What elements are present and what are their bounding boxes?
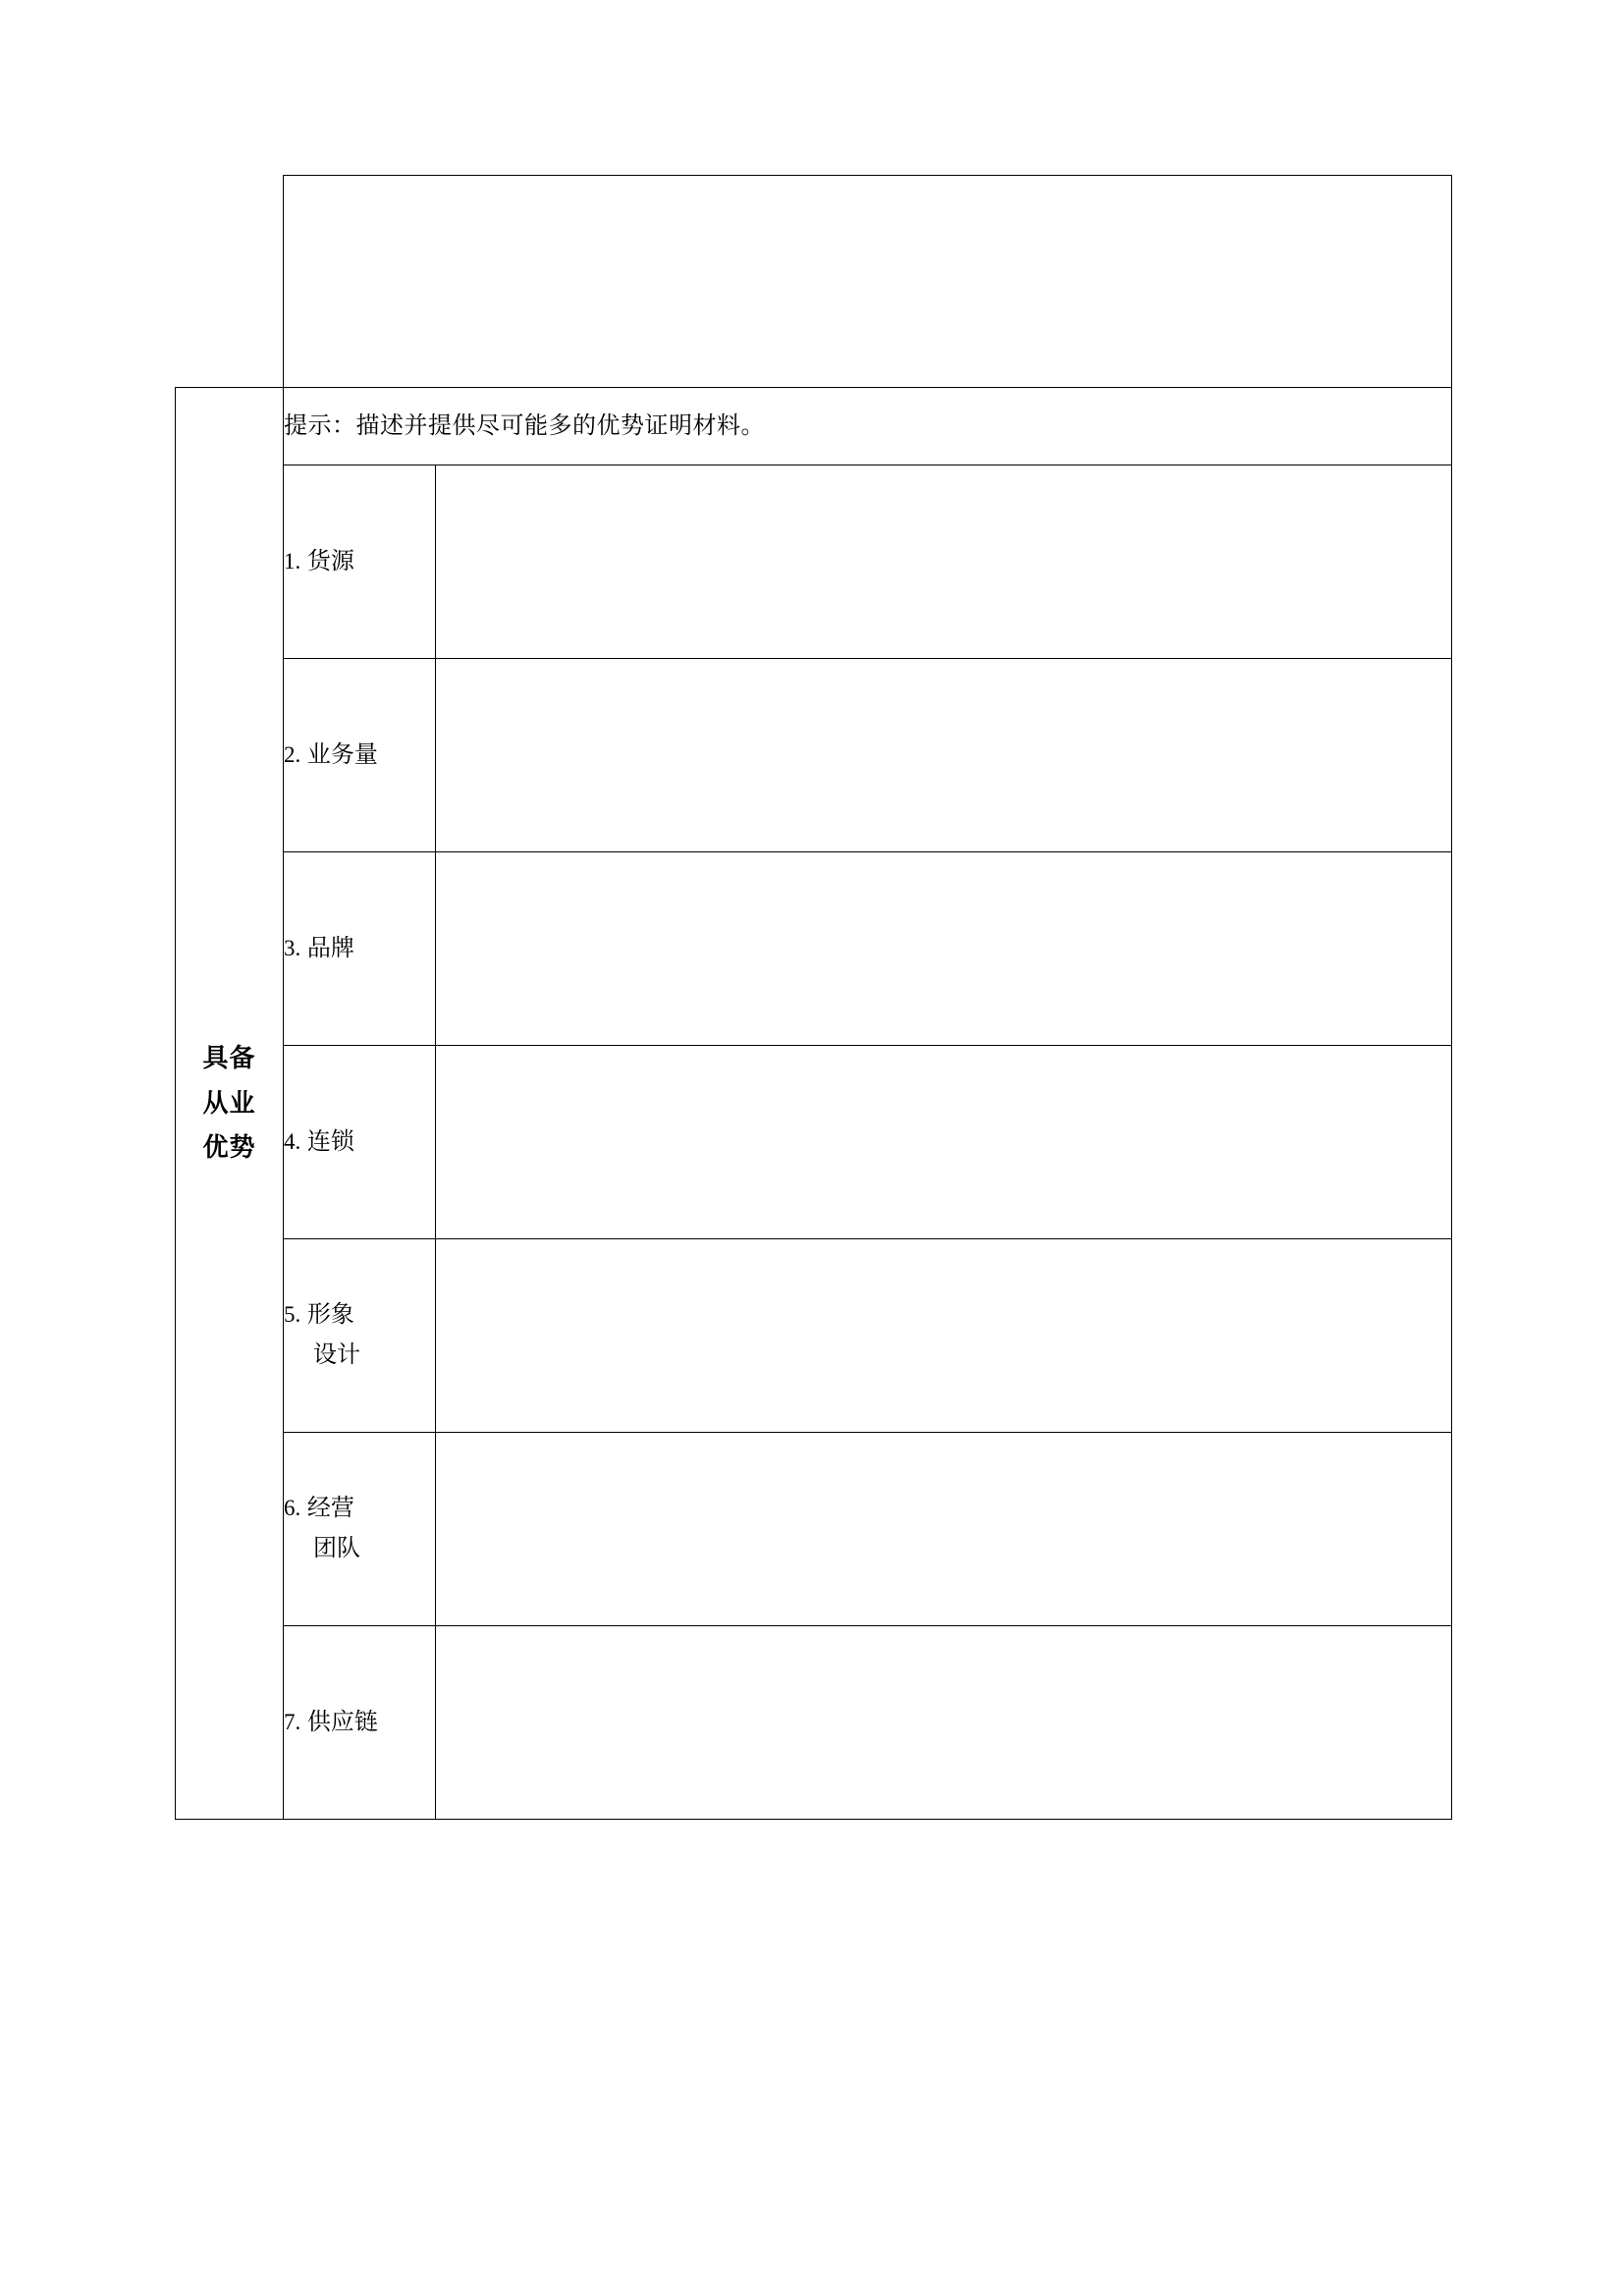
hint-cell [284,388,1452,465]
answer-text-7[interactable] [436,1713,1451,1733]
table-row [176,852,1452,1046]
item-number-3: 3. [284,935,301,960]
table-row [176,1239,1452,1433]
item-text-6-line2: 团队 [313,1535,360,1561]
item-text-1: 货源 [306,547,354,574]
item-number-1: 1. [284,548,301,574]
category-label-cell [176,388,284,1820]
item-number-7: 7. [284,1709,301,1734]
item-label-2 [284,659,436,852]
item-label-1 [284,465,436,659]
answer-text-5[interactable] [436,1326,1451,1346]
answer-cell-3[interactable] [436,852,1452,1046]
item-text-4: 连锁 [306,1127,354,1155]
item-text-6: 经营 [306,1495,354,1522]
item-label-5 [284,1239,436,1433]
answer-cell-2[interactable] [436,659,1452,852]
category-line-3: 优势 [202,1132,256,1163]
item-label-7 [284,1626,436,1820]
answer-text-2[interactable] [436,745,1451,766]
answer-text-1[interactable] [436,552,1451,573]
answer-cell-1[interactable] [436,465,1452,659]
category-line-1: 具备 [202,1043,256,1073]
table-row [176,1626,1452,1820]
item-number-4: 4. [284,1128,301,1154]
answer-text-4[interactable] [436,1132,1451,1153]
table-row [176,1046,1452,1239]
item-text-3: 品牌 [306,934,354,961]
answer-cell-6[interactable] [436,1433,1452,1626]
table-row [176,659,1452,852]
table-row [176,465,1452,659]
table-row [176,1433,1452,1626]
blank-top-cell[interactable] [284,176,1452,388]
item-text-5-line2: 设计 [313,1341,360,1368]
item-label-4 [284,1046,436,1239]
item-label-3 [284,852,436,1046]
item-text-7: 供应链 [306,1708,378,1735]
advantages-form-table [175,175,1452,1820]
answer-text-6[interactable] [436,1519,1451,1540]
table-row-hint [176,388,1452,465]
answer-text-3[interactable] [436,939,1451,959]
item-number-2: 2. [284,741,301,767]
item-number-5: 5. [284,1302,301,1328]
item-number-6: 6. [284,1496,301,1521]
table-row-blank-top [176,176,1452,388]
spacer-cell [176,176,284,388]
answer-cell-4[interactable] [436,1046,1452,1239]
item-text-5: 形象 [306,1301,354,1329]
answer-cell-7[interactable] [436,1626,1452,1820]
item-text-2: 业务量 [306,740,378,768]
hint-text: 提示：描述并提供尽可能多的优势证明材料。 [284,412,765,440]
answer-cell-5[interactable] [436,1239,1452,1433]
category-line-2: 从业 [202,1087,256,1118]
item-label-6 [284,1433,436,1626]
